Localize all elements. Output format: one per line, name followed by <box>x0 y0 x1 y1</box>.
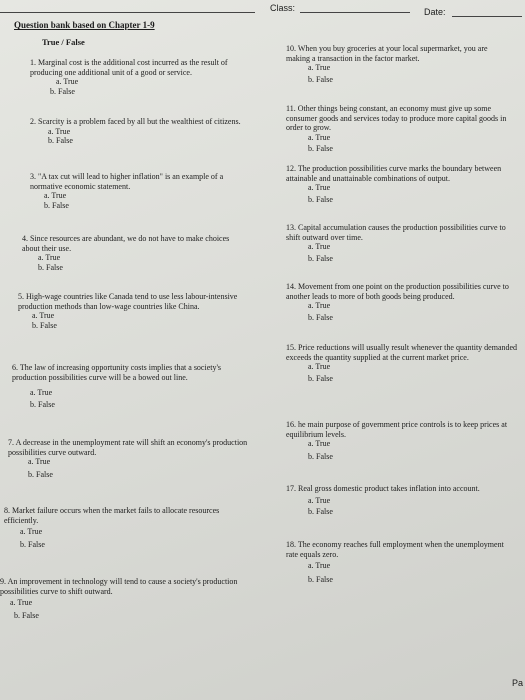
option-a: a. True <box>56 77 79 86</box>
question-stem: The production possibilities curve marks the boundary between attainable and unattainable combinations of output. <box>286 164 502 183</box>
option-a: a. True <box>308 242 331 251</box>
question-7 <box>8 438 248 479</box>
question-number: 2. <box>30 117 36 126</box>
question-17 <box>286 484 520 517</box>
date-label: Date: <box>424 7 446 17</box>
question-stem: An improvement in technology will tend to cause a society's production possibilities curve to shift outward. <box>0 577 238 596</box>
question-stem: Capital accumulation causes the production possibilities curve to shift outward over time. <box>286 223 506 242</box>
question-number: 14. <box>286 282 296 291</box>
question-13 <box>286 223 518 263</box>
option-a: a. True <box>44 191 67 200</box>
question-stem: Price reductions will usually result whenever the quantity demanded exceeds the quantity supplied at the current market price. <box>286 343 518 362</box>
question-number: 18. <box>286 540 296 549</box>
option-b: b. False <box>308 312 333 322</box>
question-3 <box>30 172 255 210</box>
question-stem: A decrease in the unemployment rate will shift an economy's production possibilities curve outward. <box>8 438 248 457</box>
question-stem: High-wage countries like Canada tend to use less labour-intensive production methods than low-wage countries like China. <box>18 292 238 311</box>
option-b: b. False <box>14 610 39 620</box>
page-corner-label: Pa <box>511 678 523 688</box>
option-a: a. True <box>38 253 61 262</box>
option-b: b. False <box>308 74 333 84</box>
question-stem: Since resources are abundant, we do not have to make choices about their use. <box>22 234 230 253</box>
option-a: a. True <box>308 495 331 505</box>
question-4 <box>22 234 247 272</box>
option-b: b. False <box>48 136 73 145</box>
option-b: b. False <box>308 194 333 204</box>
option-a: a. True <box>28 457 51 466</box>
option-a: a. True <box>308 63 331 72</box>
question-stem: Other things being constant, an economy must give up some consumer goods and services today to produce more capital goods in order to grow. <box>286 104 507 132</box>
option-b: b. False <box>308 253 333 263</box>
question-number: 12. <box>286 164 296 173</box>
question-number: 11. <box>286 104 296 113</box>
question-number: 13. <box>286 223 296 232</box>
question-number: 5. <box>18 292 24 301</box>
option-b: b. False <box>28 469 53 479</box>
option-b: b. False <box>30 399 55 409</box>
option-b: b. False <box>308 373 333 383</box>
option-a: a. True <box>10 598 33 607</box>
option-b: b. False <box>38 262 63 272</box>
question-number: 8. <box>4 506 10 515</box>
option-b: b. False <box>308 451 333 461</box>
question-10 <box>286 44 511 84</box>
question-number: 6. <box>12 363 18 372</box>
question-8 <box>4 506 249 549</box>
question-stem: Scarcity is a problem faced by all but the wealthiest of citizens. <box>38 117 241 126</box>
question-stem: The law of increasing opportunity costs implies that a society's production possibilities curve will be a bowed out line. <box>12 363 222 382</box>
question-stem: Marginal cost is the additional cost incurred as the result of producing one additional unit of a good or service. <box>30 58 228 77</box>
question-11 <box>286 104 516 154</box>
option-b: b. False <box>308 144 333 153</box>
question-number: 9. <box>0 577 6 586</box>
question-stem: Real gross domestic product takes inflation into account. <box>298 484 480 493</box>
option-a: a. True <box>48 126 71 136</box>
option-a: a. True <box>308 132 331 142</box>
question-number: 4. <box>22 234 28 243</box>
option-b: b. False <box>32 320 57 330</box>
option-b: b. False <box>308 507 333 516</box>
question-6 <box>12 363 252 409</box>
option-b: b. False <box>44 200 69 210</box>
question-stem: he main purpose of government price controls is to keep prices at equilibrium levels. <box>286 420 508 439</box>
option-a: a. True <box>32 311 55 320</box>
page-title: Question bank based on Chapter 1-9 <box>14 20 155 30</box>
question-15 <box>286 343 520 383</box>
question-number: 16. <box>286 420 296 429</box>
question-stem: The economy reaches full employment when the unemployment rate equals zero. <box>286 540 504 559</box>
option-b: b. False <box>308 574 333 584</box>
question-12 <box>286 164 518 204</box>
option-a: a. True <box>308 362 331 371</box>
question-2 <box>30 117 245 146</box>
date-blank-line <box>452 16 522 17</box>
option-a: a. True <box>30 388 53 397</box>
class-blank-line <box>300 12 410 13</box>
question-18 <box>286 540 511 584</box>
option-b: b. False <box>20 539 45 549</box>
question-9 <box>0 577 260 620</box>
section-subtitle: True / False <box>42 37 85 47</box>
question-stem: Movement from one point on the production possibilities curve to another leads to more of both goods being produced. <box>286 282 509 301</box>
option-a: a. True <box>20 527 43 536</box>
option-b: b. False <box>50 86 75 96</box>
option-a: a. True <box>308 561 331 570</box>
question-number: 10. <box>286 44 296 53</box>
question-number: 17. <box>286 484 296 493</box>
option-a: a. True <box>308 301 331 310</box>
question-number: 7. <box>8 438 14 447</box>
option-a: a. True <box>308 439 331 448</box>
question-5 <box>18 292 253 330</box>
question-stem: Market failure occurs when the market fails to allocate resources efficiently. <box>4 506 220 525</box>
header-left-line <box>0 12 255 13</box>
question-number: 1. <box>30 58 36 67</box>
question-stem: When you buy groceries at your local supermarket, you are making a transaction in the factor market. <box>286 44 488 63</box>
question-1 <box>30 58 260 96</box>
question-16 <box>286 420 520 461</box>
option-a: a. True <box>308 183 331 192</box>
question-number: 3. <box>30 172 36 181</box>
question-number: 15. <box>286 343 296 352</box>
question-stem: "A tax cut will lead to higher inflation" is an example of a normative economic statement. <box>30 172 224 191</box>
question-14 <box>286 282 520 322</box>
class-label: Class: <box>270 3 296 13</box>
